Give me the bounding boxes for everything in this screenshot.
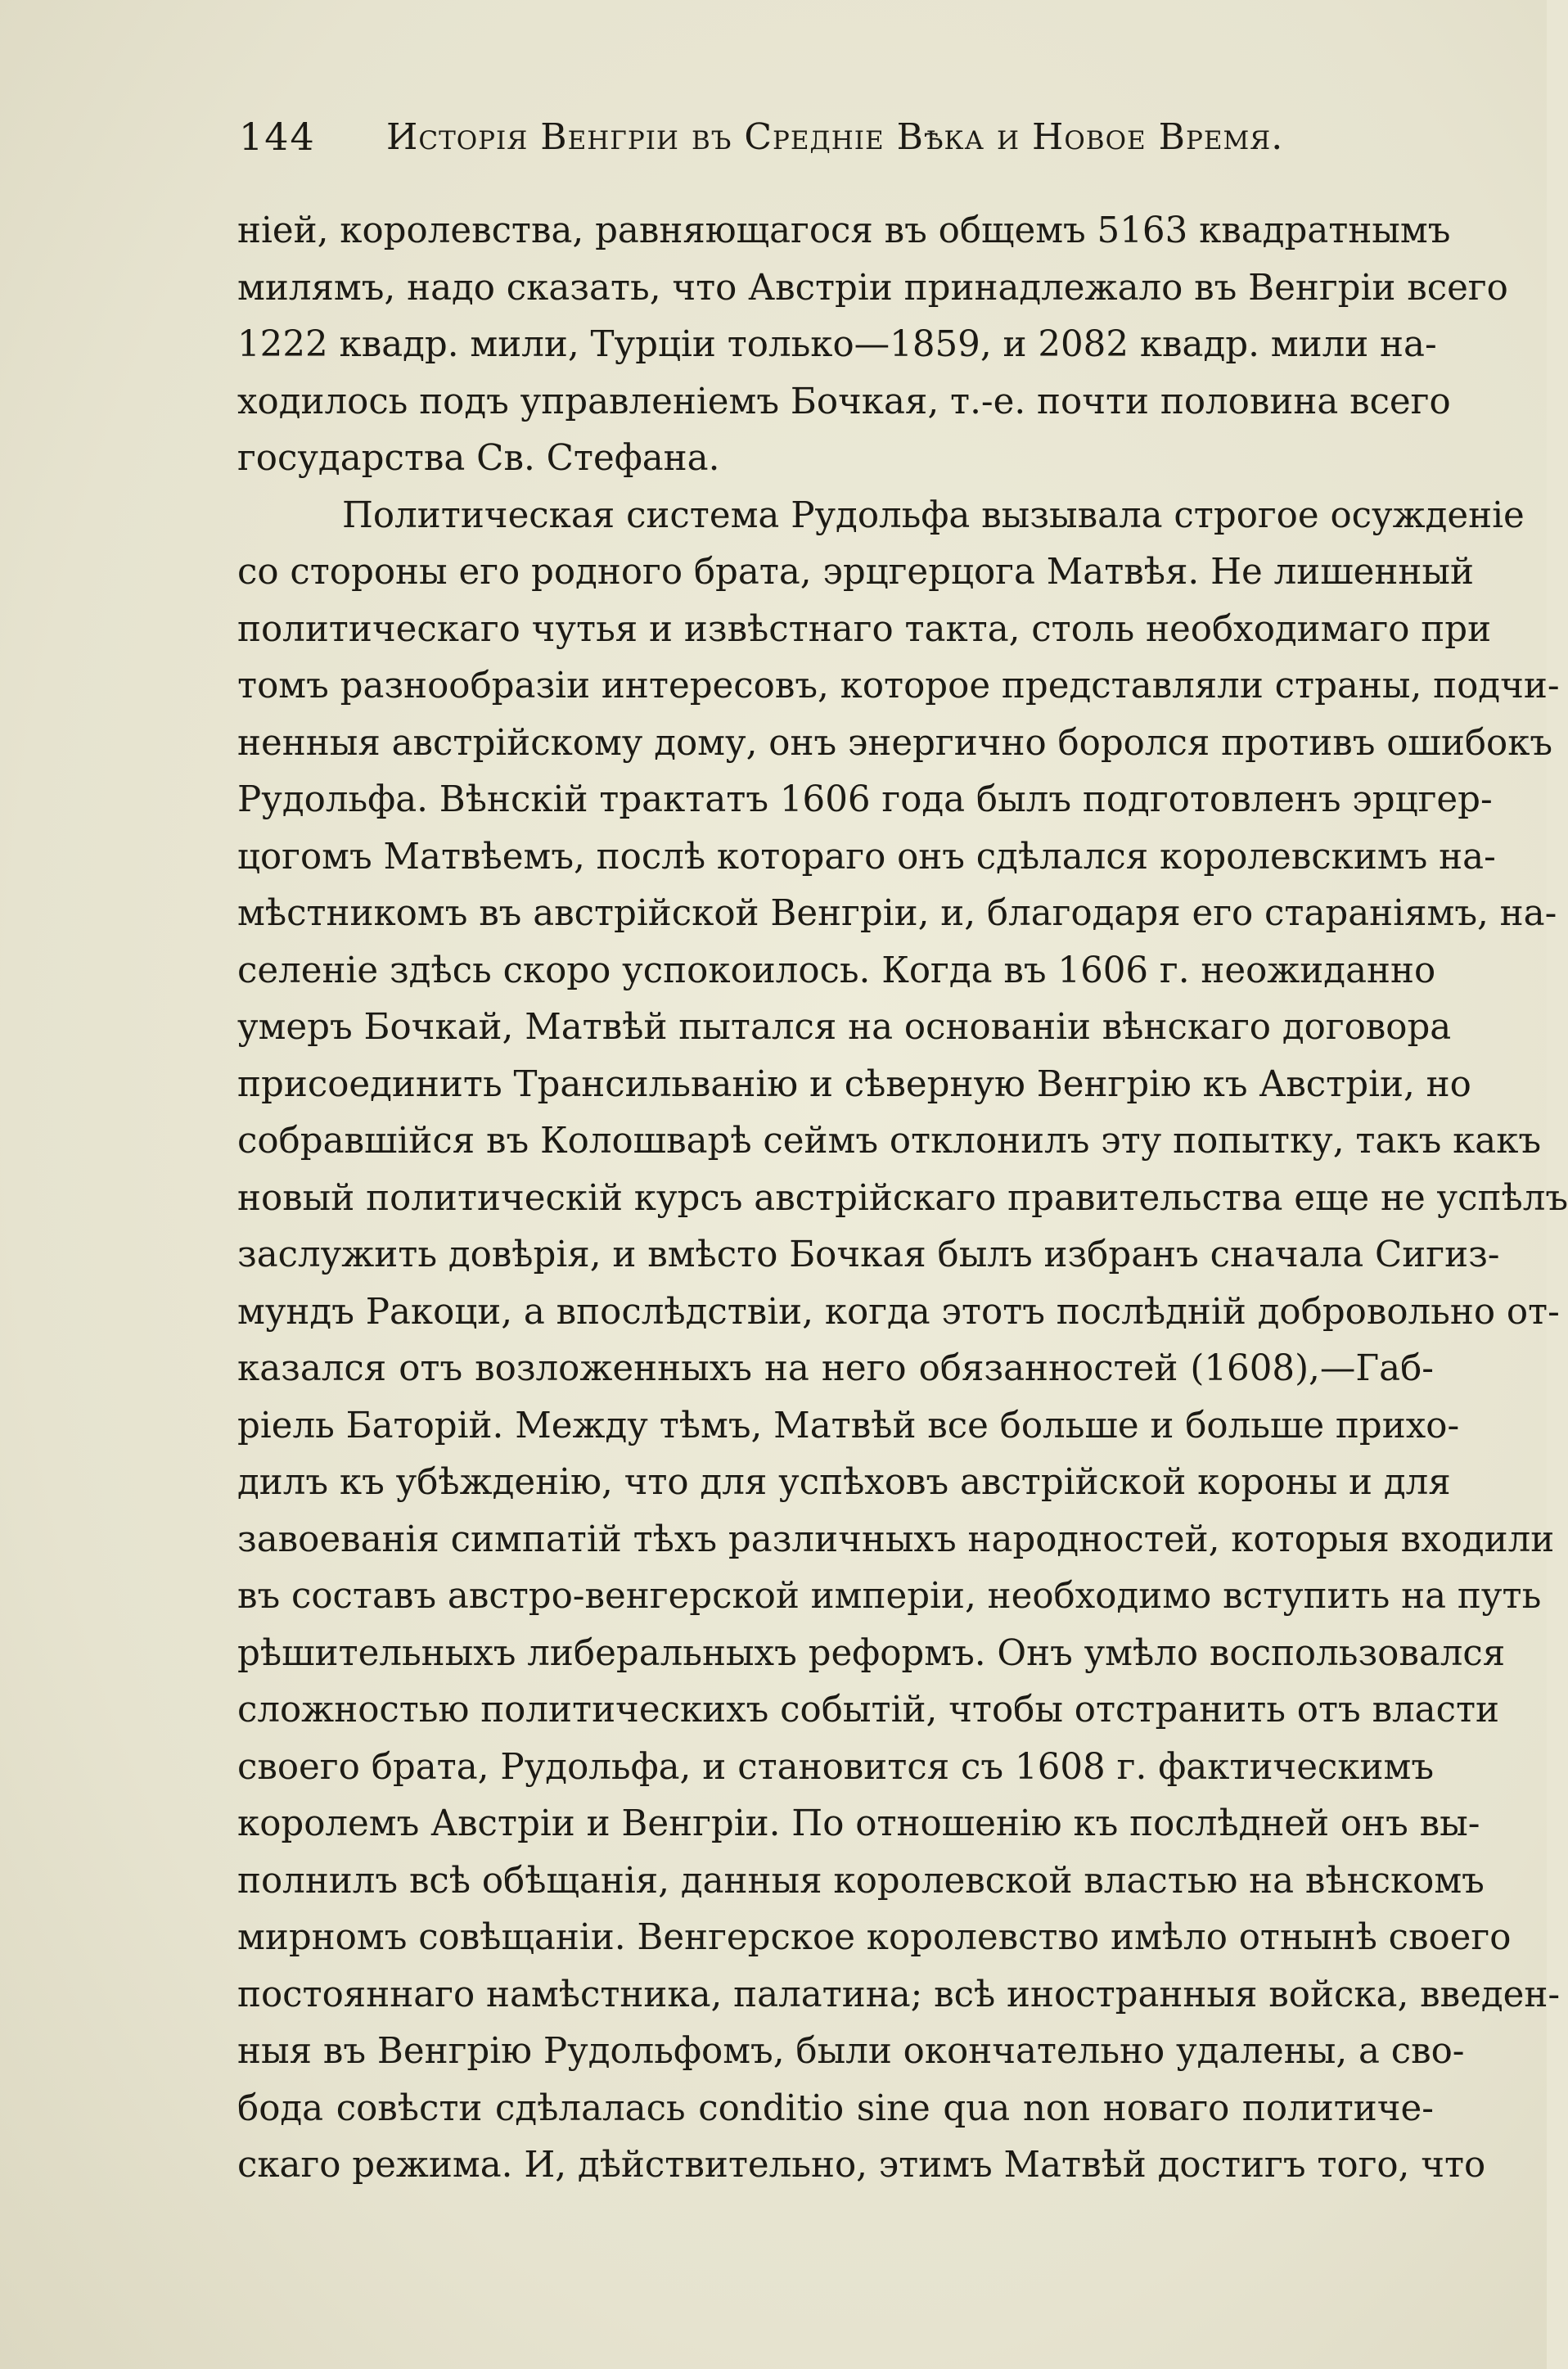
text-line: ріель Баторій. Между тѣмъ, Матвѣй все больше и больше прихо- [237,1405,1460,1446]
text-line: постояннаго намѣстника, палатина; всѣ иностранныя войска, введен- [237,1974,1561,2015]
text-line: своего брата, Рудольфа, и становится съ 1608 г. фактическимъ [237,1746,1434,1788]
text-line: со стороны его родного брата, эрцгерцога Матвѣя. Не лишенный [237,552,1475,593]
text-line: казался отъ возложенныхъ на него обязанностей (1608),—Габ- [237,1348,1434,1389]
text-line: умеръ Бочкай, Матвѣй пытался на основаніи вѣнскаго договора [237,1007,1452,1048]
text-line: присоединить Трансильванію и сѣверную Венгрію къ Австріи, но [237,1063,1471,1105]
page-header [239,115,1319,172]
text-line: дилъ къ убѣжденію, что для успѣховъ австрійской короны и для [237,1462,1451,1503]
text-line: томъ разнообразіи интересовъ, которое представляли страны, подчи- [237,666,1560,706]
body-text [237,203,1568,2195]
text-line: селеніе здѣсь скоро успокоилось. Когда въ 1606 г. неожиданно [237,950,1436,991]
text-line: политическаго чутья и извѣстнаго такта, столь необходимаго при [237,608,1492,650]
text-line: скаго режима. И, дѣйствительно, этимъ Матвѣй достигъ того, что [237,2145,1486,2186]
text-line: новый политическій курсъ австрійскаго правительства еще не успѣлъ [237,1177,1568,1219]
text-line: ныя въ Венгрію Рудольфомъ, были окончательно удалены, а сво- [237,2031,1465,2072]
running-title: Исторія Венгріи въ Средніе Вѣка и Новое Время. [386,116,1284,158]
text-line: рѣшительныхъ либеральныхъ реформъ. Онъ умѣло воспользовался [237,1632,1506,1674]
text-line: ніей, королевства, равняющагося въ общемъ 5163 квадратнымъ [237,210,1451,251]
text-line: ненныя австрійскому дому, онъ энергично боролся противъ ошибокъ [237,722,1553,764]
text-line: въ составъ австро-венгерской имперіи, необходимо вступить на путь [237,1576,1542,1617]
text-line: 1222 квадр. мили, Турціи только—1859, и 2082 квадр. мили на- [237,324,1437,365]
text-line: королемъ Австріи и Венгріи. По отношенію къ послѣдней онъ вы- [237,1803,1480,1844]
text-line: государства Св. Стефана. [237,438,720,479]
text-line: заслужить довѣрія, и вмѣсто Бочкая былъ избранъ сначала Сигиз- [237,1234,1500,1275]
text-line: ходилось подъ управленіемъ Бочкая, т.-е. почти половина всего [237,381,1451,422]
text-line: мундъ Ракоци, а впослѣдствіи, когда этотъ послѣдній добровольно от- [237,1291,1560,1333]
text-line: мирномъ совѣщаніи. Венгерское королевство имѣло отнынѣ своего [237,1917,1512,1958]
text-line: бода совѣсти сдѣлалась conditio sine qua non новаго политиче- [237,2087,1434,2129]
text-line: цогомъ Матвѣемъ, послѣ котораго онъ сдѣлался королевскимъ на- [237,836,1496,878]
text-line: милямъ, надо сказать, что Австріи принадлежало въ Венгріи всего [237,267,1508,309]
text-line: собравшійся въ Колошварѣ сеймъ отклонилъ эту попытку, такъ какъ [237,1121,1542,1162]
text-line: сложностью политическихъ событій, чтобы отстранить отъ власти [237,1690,1500,1730]
text-line: мѣстникомъ въ австрійской Венгріи, и, благодаря его стараніямъ, на- [237,893,1557,934]
text-line: завоеванія симпатій тѣхъ различныхъ народностей, которыя входили [237,1518,1555,1560]
page-number: 144 [239,115,316,159]
text-line: Рудольфа. Вѣнскій трактатъ 1606 года былъ подготовленъ эрцгер- [237,779,1493,820]
paragraph-start-line: Политическая система Рудольфа вызывала строгое осужденіе [342,494,1525,536]
text-line: полнилъ всѣ обѣщанія, данныя королевской властью на вѣнскомъ [237,1860,1485,1902]
